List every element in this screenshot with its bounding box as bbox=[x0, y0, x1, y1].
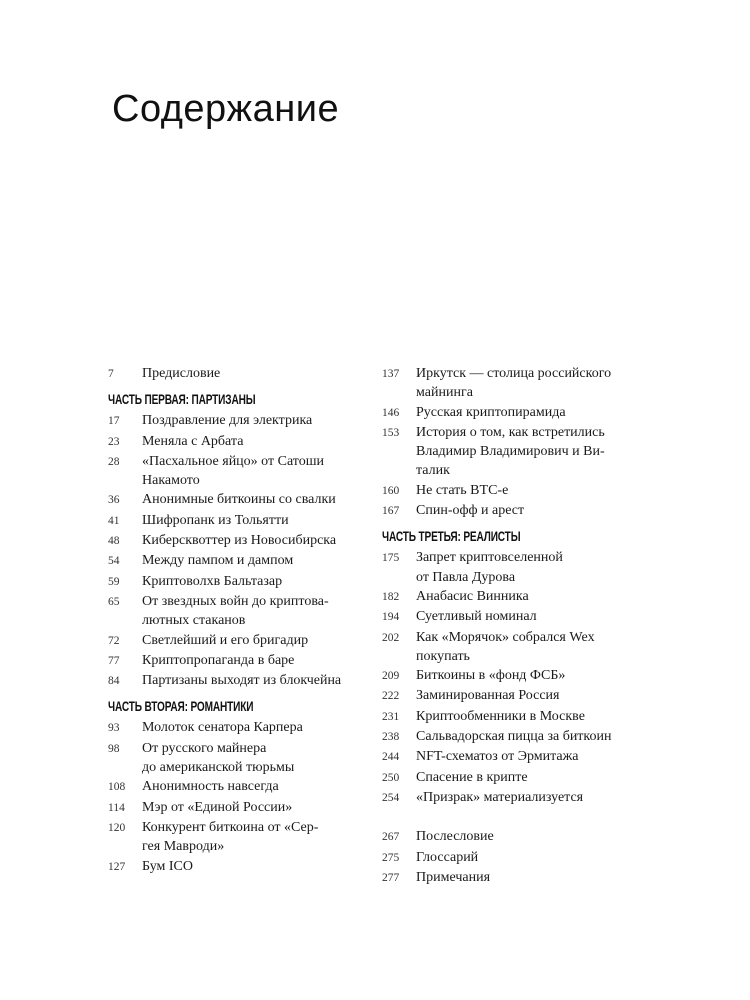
toc-entry-line: Киберсквоттер из Новосибирска bbox=[142, 533, 337, 549]
toc-page-number: 54 bbox=[108, 555, 120, 568]
toc-entry-title bbox=[416, 403, 652, 423]
toc-entry-line: Накамото bbox=[142, 473, 200, 489]
toc-page-number: 146 bbox=[382, 406, 400, 419]
toc-entry[interactable] bbox=[382, 666, 652, 686]
toc-page-number: 65 bbox=[108, 595, 120, 608]
toc-entry-line: Партизаны выходят из блокчейна bbox=[142, 673, 342, 689]
toc-page-number: 48 bbox=[108, 535, 120, 548]
section-spacer bbox=[382, 808, 652, 827]
toc-entry-line: от Павла Дурова bbox=[416, 569, 516, 585]
toc-entry-title bbox=[142, 572, 378, 592]
toc-page-number: 93 bbox=[108, 722, 120, 735]
toc-entry[interactable] bbox=[108, 364, 378, 384]
toc-entry-title bbox=[142, 718, 378, 738]
part-heading: ЧАСТЬ ТРЕТЬЯ: РЕАЛИСТЫ bbox=[382, 528, 521, 545]
toc-entry-title bbox=[416, 686, 652, 706]
toc-page-number: 59 bbox=[108, 575, 120, 588]
toc-page-number: 277 bbox=[382, 871, 400, 884]
toc-entry-title bbox=[142, 592, 378, 631]
toc-entry-title bbox=[142, 777, 378, 797]
toc-entry-line: Светлейший и его бригадир bbox=[142, 632, 309, 648]
toc-entry-line: «Пасхальное яйцо» от Сатоши bbox=[142, 453, 325, 469]
toc-entry[interactable] bbox=[382, 848, 652, 868]
toc-entry-title bbox=[416, 788, 652, 808]
toc-page-number: 7 bbox=[108, 368, 114, 380]
toc-entry[interactable] bbox=[382, 587, 652, 607]
toc-entry-title bbox=[416, 587, 652, 607]
toc-entry-title bbox=[142, 857, 378, 877]
toc-entry-title bbox=[416, 364, 652, 403]
toc-entry[interactable] bbox=[108, 490, 378, 510]
page-title: Содержание bbox=[112, 88, 340, 130]
toc-entry-line: Анонимность навсегда bbox=[142, 779, 279, 795]
toc-entry[interactable] bbox=[382, 481, 652, 501]
toc-entry-line: Как «Морячок» собрался Wex bbox=[416, 629, 595, 645]
toc-entry-title bbox=[416, 727, 652, 747]
toc-entry[interactable] bbox=[108, 671, 378, 691]
toc-page-number: 153 bbox=[382, 426, 400, 439]
toc-page-number: 114 bbox=[108, 801, 125, 814]
toc-entry-line: талик bbox=[416, 463, 450, 479]
toc-entry-title bbox=[142, 364, 378, 384]
toc-entry-line: Послесловие bbox=[416, 829, 494, 845]
toc-entry-title bbox=[142, 671, 378, 691]
toc-entry[interactable] bbox=[108, 798, 378, 818]
toc-entry-title bbox=[416, 666, 652, 686]
toc-page-number: 108 bbox=[108, 781, 126, 794]
toc-entry[interactable] bbox=[108, 818, 378, 857]
toc-entry-line: Между пампом и дампом bbox=[142, 553, 294, 569]
toc-entry[interactable] bbox=[382, 868, 652, 888]
toc-page-number: 23 bbox=[108, 435, 120, 448]
toc-entry-line: Бум ICO bbox=[142, 858, 193, 874]
toc-page-number: 84 bbox=[108, 675, 120, 688]
toc-entry-title bbox=[142, 490, 378, 510]
toc-entry-title bbox=[416, 501, 652, 521]
toc-entry-line: От русского майнера bbox=[142, 740, 267, 756]
toc-page-number: 222 bbox=[382, 690, 400, 703]
toc-page-number: 77 bbox=[108, 654, 120, 667]
toc-entry-line: История о том, как встретились bbox=[416, 424, 605, 440]
toc-page-number: 17 bbox=[108, 415, 120, 428]
toc-entry-title bbox=[142, 531, 378, 551]
toc-page-number: 36 bbox=[108, 494, 120, 507]
toc-entry-title bbox=[142, 452, 378, 491]
toc-entry-line: Криптообменники в Москве bbox=[416, 708, 585, 724]
toc-page-number: 254 bbox=[382, 791, 400, 804]
toc-entry-line: Сальвадорская пицца за биткоин bbox=[416, 729, 612, 745]
toc-entry[interactable] bbox=[108, 857, 378, 877]
toc-entry-line: Молоток сенатора Карпера bbox=[142, 720, 303, 736]
toc-entry-title bbox=[416, 628, 652, 667]
toc-entry-line: гея Мавроди» bbox=[142, 839, 225, 855]
toc-entry-line: Заминированная Россия bbox=[416, 688, 560, 704]
toc-entry-line: лютных стаканов bbox=[142, 613, 246, 629]
toc-entry-line: NFT-схематоз от Эрмитажа bbox=[416, 749, 579, 765]
toc-entry-title bbox=[416, 747, 652, 767]
toc-entry-title bbox=[142, 432, 378, 452]
toc-entry[interactable] bbox=[108, 511, 378, 531]
toc-entry-line: Спин-офф и арест bbox=[416, 503, 525, 519]
toc-page-number: 238 bbox=[382, 731, 400, 744]
part-heading: ЧАСТЬ ПЕРВАЯ: ПАРТИЗАНЫ bbox=[108, 391, 256, 408]
toc-entry-line: Примечания bbox=[416, 869, 491, 885]
toc-entry[interactable] bbox=[382, 827, 652, 847]
toc-entry-title bbox=[142, 651, 378, 671]
toc-column-left bbox=[108, 364, 378, 877]
toc-page-number: 244 bbox=[382, 751, 400, 764]
toc-entry-line: Криптопропаганда в баре bbox=[142, 652, 295, 668]
toc-page-number: 120 bbox=[108, 821, 126, 834]
toc-entry[interactable] bbox=[108, 551, 378, 571]
toc-entry-title bbox=[416, 423, 652, 481]
toc-entry[interactable] bbox=[382, 628, 652, 667]
toc-entry[interactable] bbox=[382, 686, 652, 706]
toc-entry[interactable] bbox=[382, 707, 652, 727]
toc-entry-title bbox=[142, 551, 378, 571]
toc-page-number: 137 bbox=[382, 368, 400, 380]
toc-entry[interactable] bbox=[382, 747, 652, 767]
toc-page-number: 127 bbox=[108, 860, 126, 873]
toc-page-number: 267 bbox=[382, 831, 400, 844]
toc-entry-line: Поздравление для электрика bbox=[142, 413, 313, 429]
toc-entry-line: Владимир Владимирович и Ви- bbox=[416, 444, 605, 460]
toc-page-number: 194 bbox=[382, 611, 400, 624]
toc-entry[interactable] bbox=[108, 411, 378, 431]
toc-entry-line: майнинга bbox=[416, 385, 473, 401]
toc-entry-line: Биткоины в «фонд ФСБ» bbox=[416, 668, 566, 684]
toc-page-number: 182 bbox=[382, 590, 400, 603]
toc-page-number: 209 bbox=[382, 670, 400, 683]
toc-entry[interactable] bbox=[108, 452, 378, 491]
toc-entry-line: «Призрак» материализуется bbox=[416, 789, 584, 805]
toc-page-number: 160 bbox=[382, 484, 400, 497]
toc-page-number: 28 bbox=[108, 455, 120, 468]
toc-page-number: 41 bbox=[108, 514, 120, 527]
toc-entry[interactable] bbox=[108, 718, 378, 738]
toc-page-number: 98 bbox=[108, 742, 120, 755]
toc-entry-line: Анабасис Винника bbox=[416, 588, 529, 604]
toc-entry-line: Предисловие bbox=[142, 366, 221, 381]
toc-entry-title bbox=[416, 607, 652, 627]
toc-entry[interactable] bbox=[108, 631, 378, 651]
toc-entry[interactable] bbox=[108, 739, 378, 778]
toc-entry-line: Конкурент биткоина от «Сер- bbox=[142, 819, 319, 835]
toc-page-number: 167 bbox=[382, 505, 400, 518]
toc-entry[interactable] bbox=[108, 432, 378, 452]
toc-entry[interactable] bbox=[382, 788, 652, 808]
toc-entry[interactable] bbox=[382, 423, 652, 481]
toc-entry[interactable] bbox=[108, 572, 378, 592]
toc-entry-line: Спасение в крипте bbox=[416, 769, 528, 785]
toc-entry-title bbox=[416, 768, 652, 788]
part-heading: ЧАСТЬ ВТОРАЯ: РОМАНТИКИ bbox=[108, 698, 254, 715]
toc-entry[interactable] bbox=[108, 651, 378, 671]
toc-entry-title bbox=[142, 411, 378, 431]
toc-entry-title bbox=[416, 481, 652, 501]
toc-entry-title bbox=[142, 631, 378, 651]
toc-entry-title bbox=[416, 827, 652, 847]
toc-page-number: 202 bbox=[382, 631, 400, 644]
toc-entry-line: Мэр от «Единой России» bbox=[142, 799, 293, 815]
toc-entry-line: Шифропанк из Тольятти bbox=[142, 512, 289, 528]
toc-page-number: 250 bbox=[382, 771, 400, 784]
toc-entry[interactable] bbox=[382, 607, 652, 627]
toc-page-number: 175 bbox=[382, 552, 400, 565]
toc-page-number: 72 bbox=[108, 634, 120, 647]
toc-entry-title bbox=[416, 707, 652, 727]
toc-entry-line: покупать bbox=[416, 648, 470, 664]
toc-entry[interactable] bbox=[382, 403, 652, 423]
toc-entry-title bbox=[416, 548, 652, 587]
toc-entry-title bbox=[142, 511, 378, 531]
toc-entry-title bbox=[142, 739, 378, 778]
toc-entry-line: Глоссарий bbox=[416, 849, 479, 865]
toc-column-right bbox=[382, 364, 652, 888]
toc-entry[interactable] bbox=[382, 727, 652, 747]
toc-entry-line: до американской тюрьмы bbox=[142, 760, 295, 776]
toc-entry[interactable] bbox=[382, 364, 652, 403]
toc-entry-line: Не стать BTC-е bbox=[416, 482, 509, 498]
toc-entry-line: Анонимные биткоины со свалки bbox=[142, 492, 336, 508]
toc-entry-title bbox=[416, 848, 652, 868]
toc-entry-line: Русская криптопирамида bbox=[416, 404, 566, 420]
toc-entry[interactable] bbox=[108, 592, 378, 631]
toc-page-number: 275 bbox=[382, 851, 400, 864]
toc-entry[interactable] bbox=[382, 501, 652, 521]
toc-entry[interactable] bbox=[108, 777, 378, 797]
toc-entry-line: Суетливый номинал bbox=[416, 609, 537, 625]
toc-entry-line: Меняла с Арбата bbox=[142, 433, 244, 449]
toc-entry[interactable] bbox=[382, 768, 652, 788]
toc-entry-line: Криптоволхв Бальтазар bbox=[142, 573, 283, 589]
toc-entry-line: Иркутск — столица российского bbox=[416, 366, 612, 381]
toc-entry-line: Запрет криптовселенной bbox=[416, 550, 563, 566]
toc-entry[interactable] bbox=[382, 548, 652, 587]
toc-entry-title bbox=[416, 868, 652, 888]
toc-entry[interactable] bbox=[108, 531, 378, 551]
toc-entry-title bbox=[142, 818, 378, 857]
toc-entry-line: От звездных войн до криптова- bbox=[142, 593, 329, 609]
toc-page-number: 231 bbox=[382, 710, 400, 723]
toc-entry-title bbox=[142, 798, 378, 818]
